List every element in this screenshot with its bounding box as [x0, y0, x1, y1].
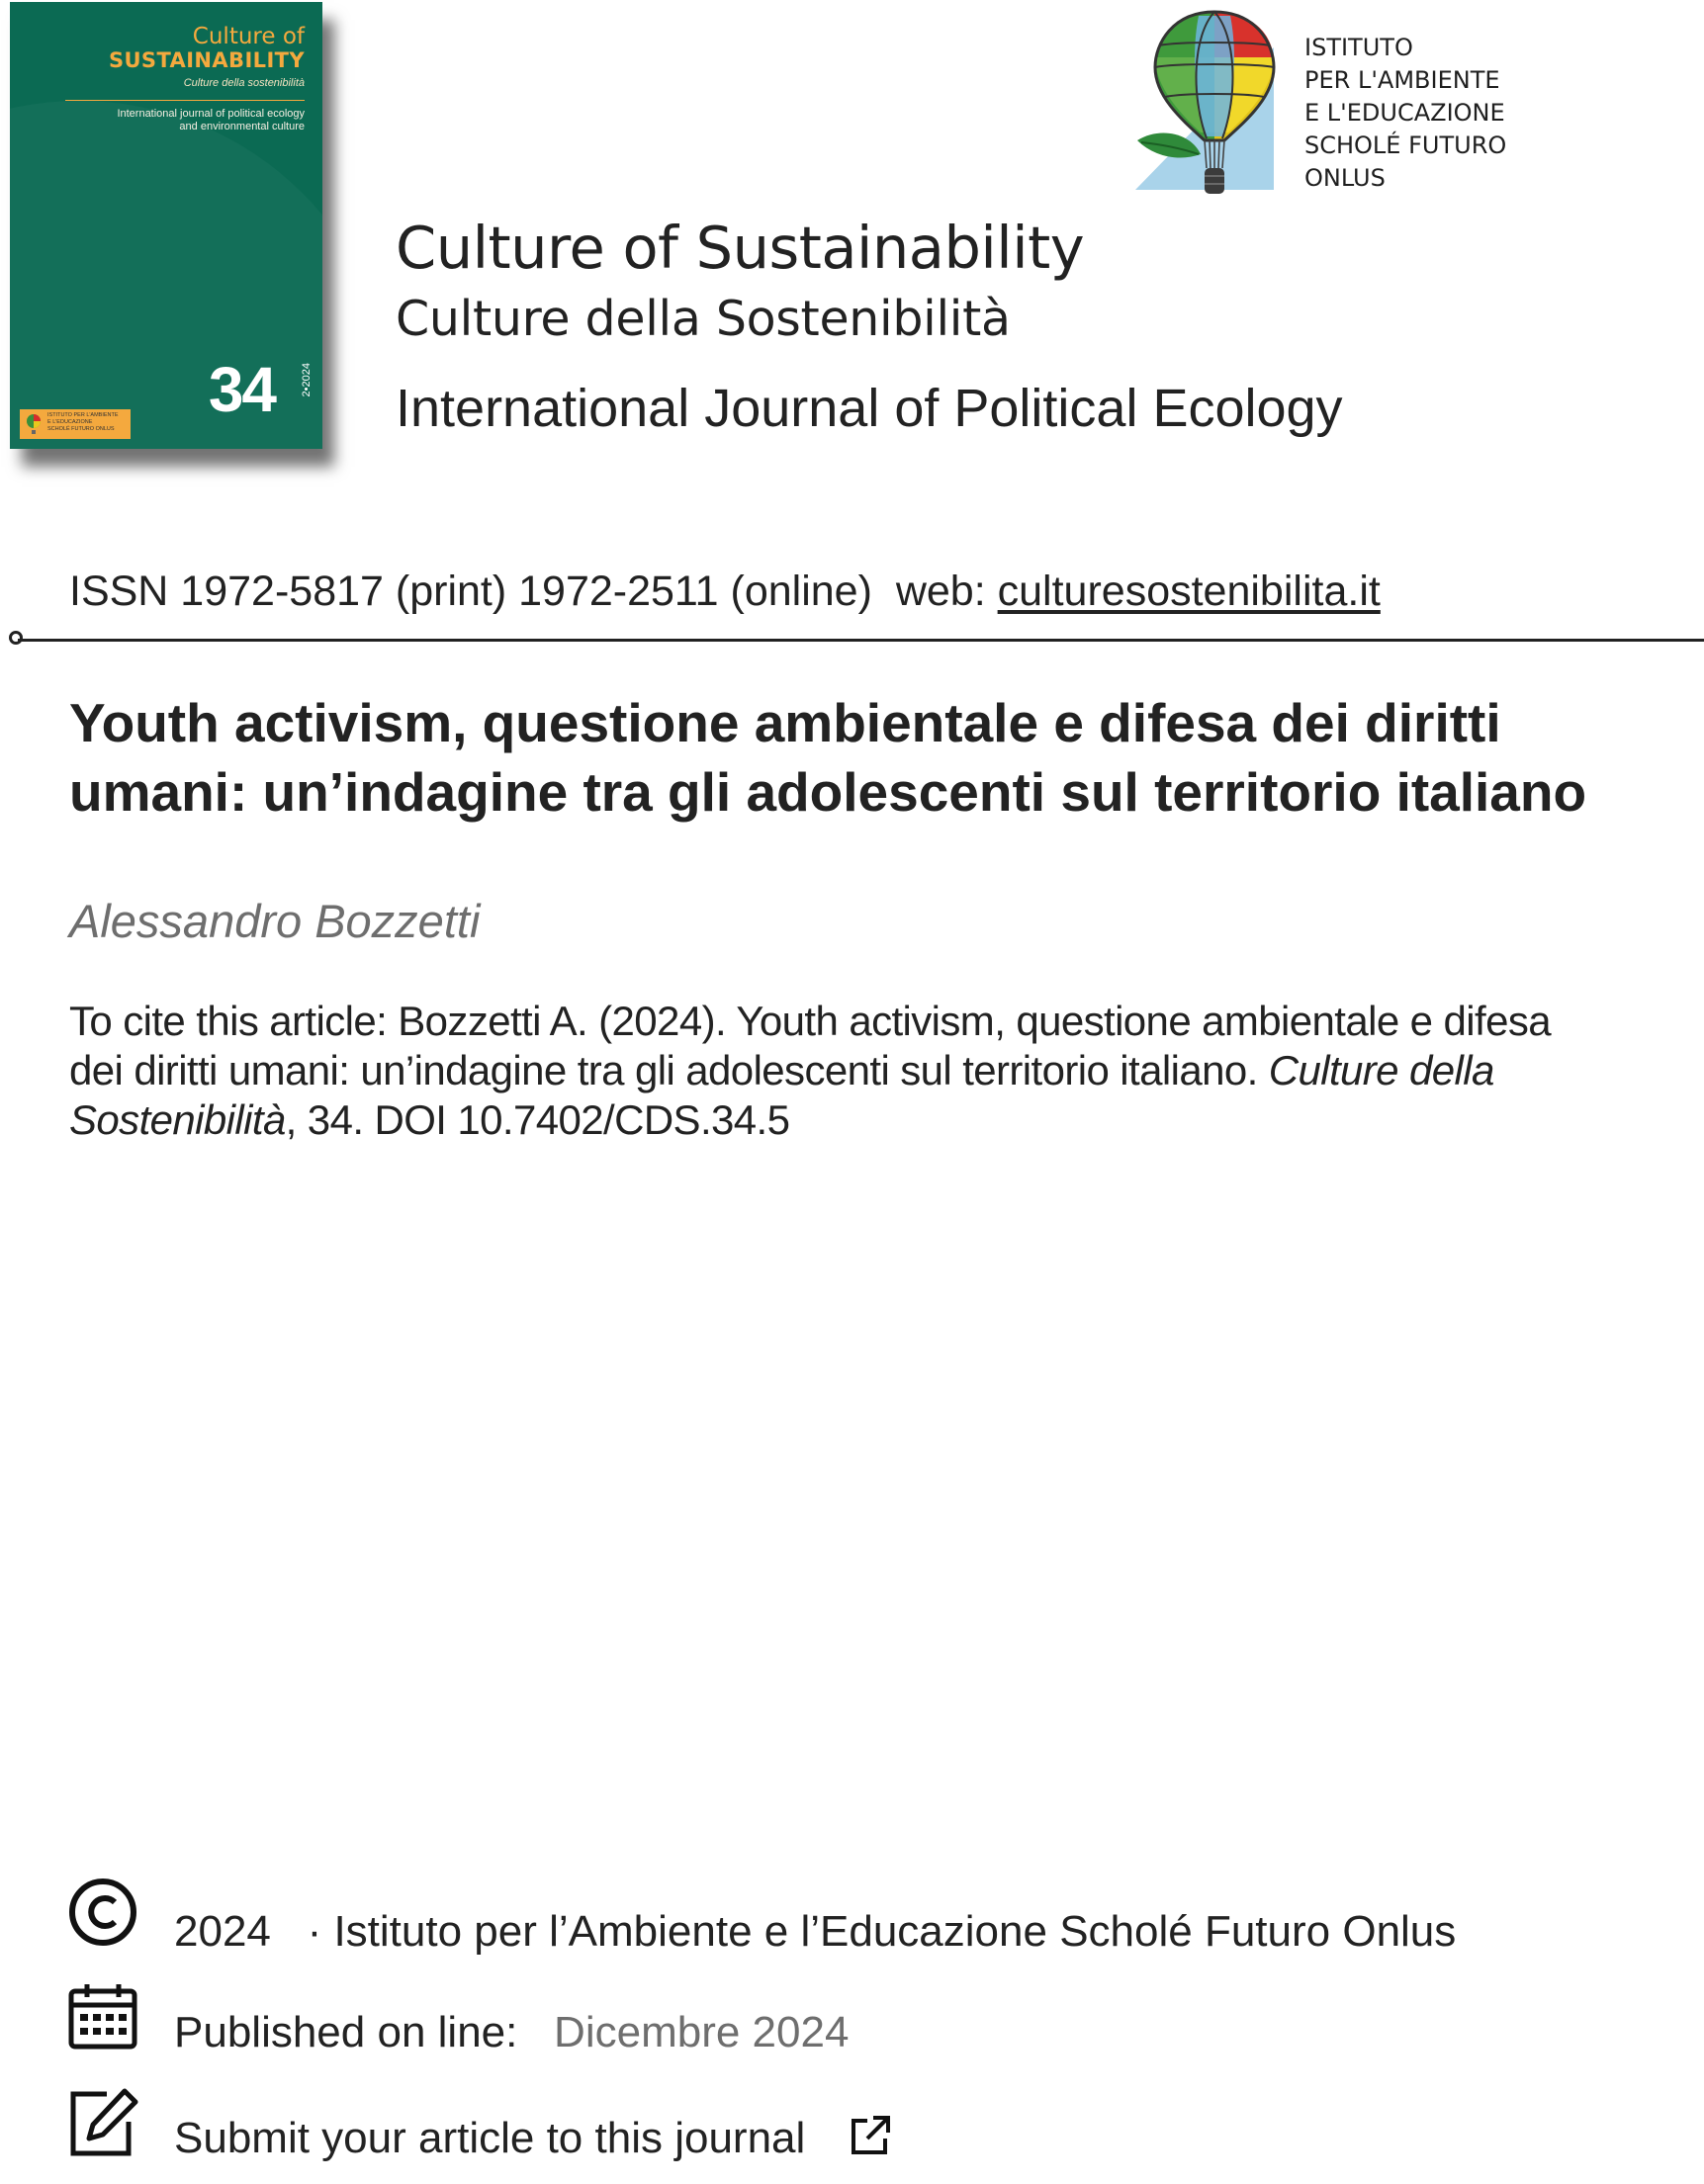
- cover-issue-period: 2•2024: [301, 363, 313, 397]
- cover-title-line1: Culture of: [192, 24, 305, 49]
- website-link[interactable]: culturesostenibilita.it: [997, 568, 1381, 615]
- journal-subtitle: Culture della Sostenibilità: [396, 291, 1011, 347]
- copyright-line: [174, 1907, 1456, 1957]
- published-label: Published on line:: [174, 2008, 518, 2056]
- issn-line: [69, 568, 1381, 616]
- external-link-icon: [850, 2115, 891, 2156]
- copyright-year: 2024: [174, 1907, 271, 1956]
- cover-issue-number: 34: [208, 354, 275, 425]
- calendar-icon: [67, 1981, 138, 2053]
- cover-rule: [65, 100, 305, 101]
- cover-subtitle: Culture della sostenibilità: [183, 77, 305, 89]
- journal-description: International Journal of Political Ecology: [396, 379, 1343, 438]
- submit-label: Submit your article to this journal: [174, 2114, 806, 2162]
- published-date: Dicembre 2024: [554, 2008, 850, 2056]
- journal-cover: [10, 2, 322, 449]
- edit-icon[interactable]: [67, 2088, 138, 2159]
- article-title: Youth activism, questione ambientale e difesa dei diritti umani: un’indagine tra gli adolescenti sul territorio italiano: [69, 692, 1587, 823]
- publisher-name: ISTITUTO PER L'AMBIENTE E L'EDUCAZIONE SCHOLÉ FUTURO ONLUS: [1304, 34, 1507, 192]
- hot-air-balloon-icon: [1135, 6, 1292, 200]
- cover-publisher-badge: [20, 409, 131, 439]
- journal-title: Culture of Sustainability: [396, 214, 1085, 282]
- submit-article-link[interactable]: [174, 2114, 891, 2163]
- article-author: Alessandro Bozzetti: [69, 895, 481, 947]
- divider-line: [18, 639, 1704, 642]
- citation-journal: Culture della Sostenibilità: [69, 1047, 1494, 1143]
- issn-text: ISSN 1972-5817 (print) 1972-2511 (online): [69, 568, 872, 615]
- copyright-holder: · Istituto per l’Ambiente e l’Educazione Scholé Futuro Onlus: [307, 1907, 1457, 1956]
- divider-dot: [9, 631, 23, 645]
- cover-badge-text: ISTITUTO PER L'AMBIENTE E L'EDUCAZIONE SCHOLÉ FUTURO ONLUS: [47, 412, 119, 432]
- cover-decoration: [10, 101, 322, 449]
- web-label: web:: [895, 568, 986, 615]
- citation: To cite this article: Bozzetti A. (2024). Youth activism, questione ambientale e difesa dei diritti umani: un’indagine tra gli adolescenti sul territorio italiano. Culture della Sostenibilità, 34. DOI 10.7402/CDS.34.5: [69, 998, 1551, 1143]
- published-line: [174, 2008, 849, 2057]
- cover-title-line2: SUSTAINABILITY: [108, 48, 305, 72]
- copyright-icon: [67, 1877, 138, 1948]
- cover-description: International journal of political ecology and environmental culture: [117, 108, 305, 132]
- small-balloon-icon: [24, 413, 44, 435]
